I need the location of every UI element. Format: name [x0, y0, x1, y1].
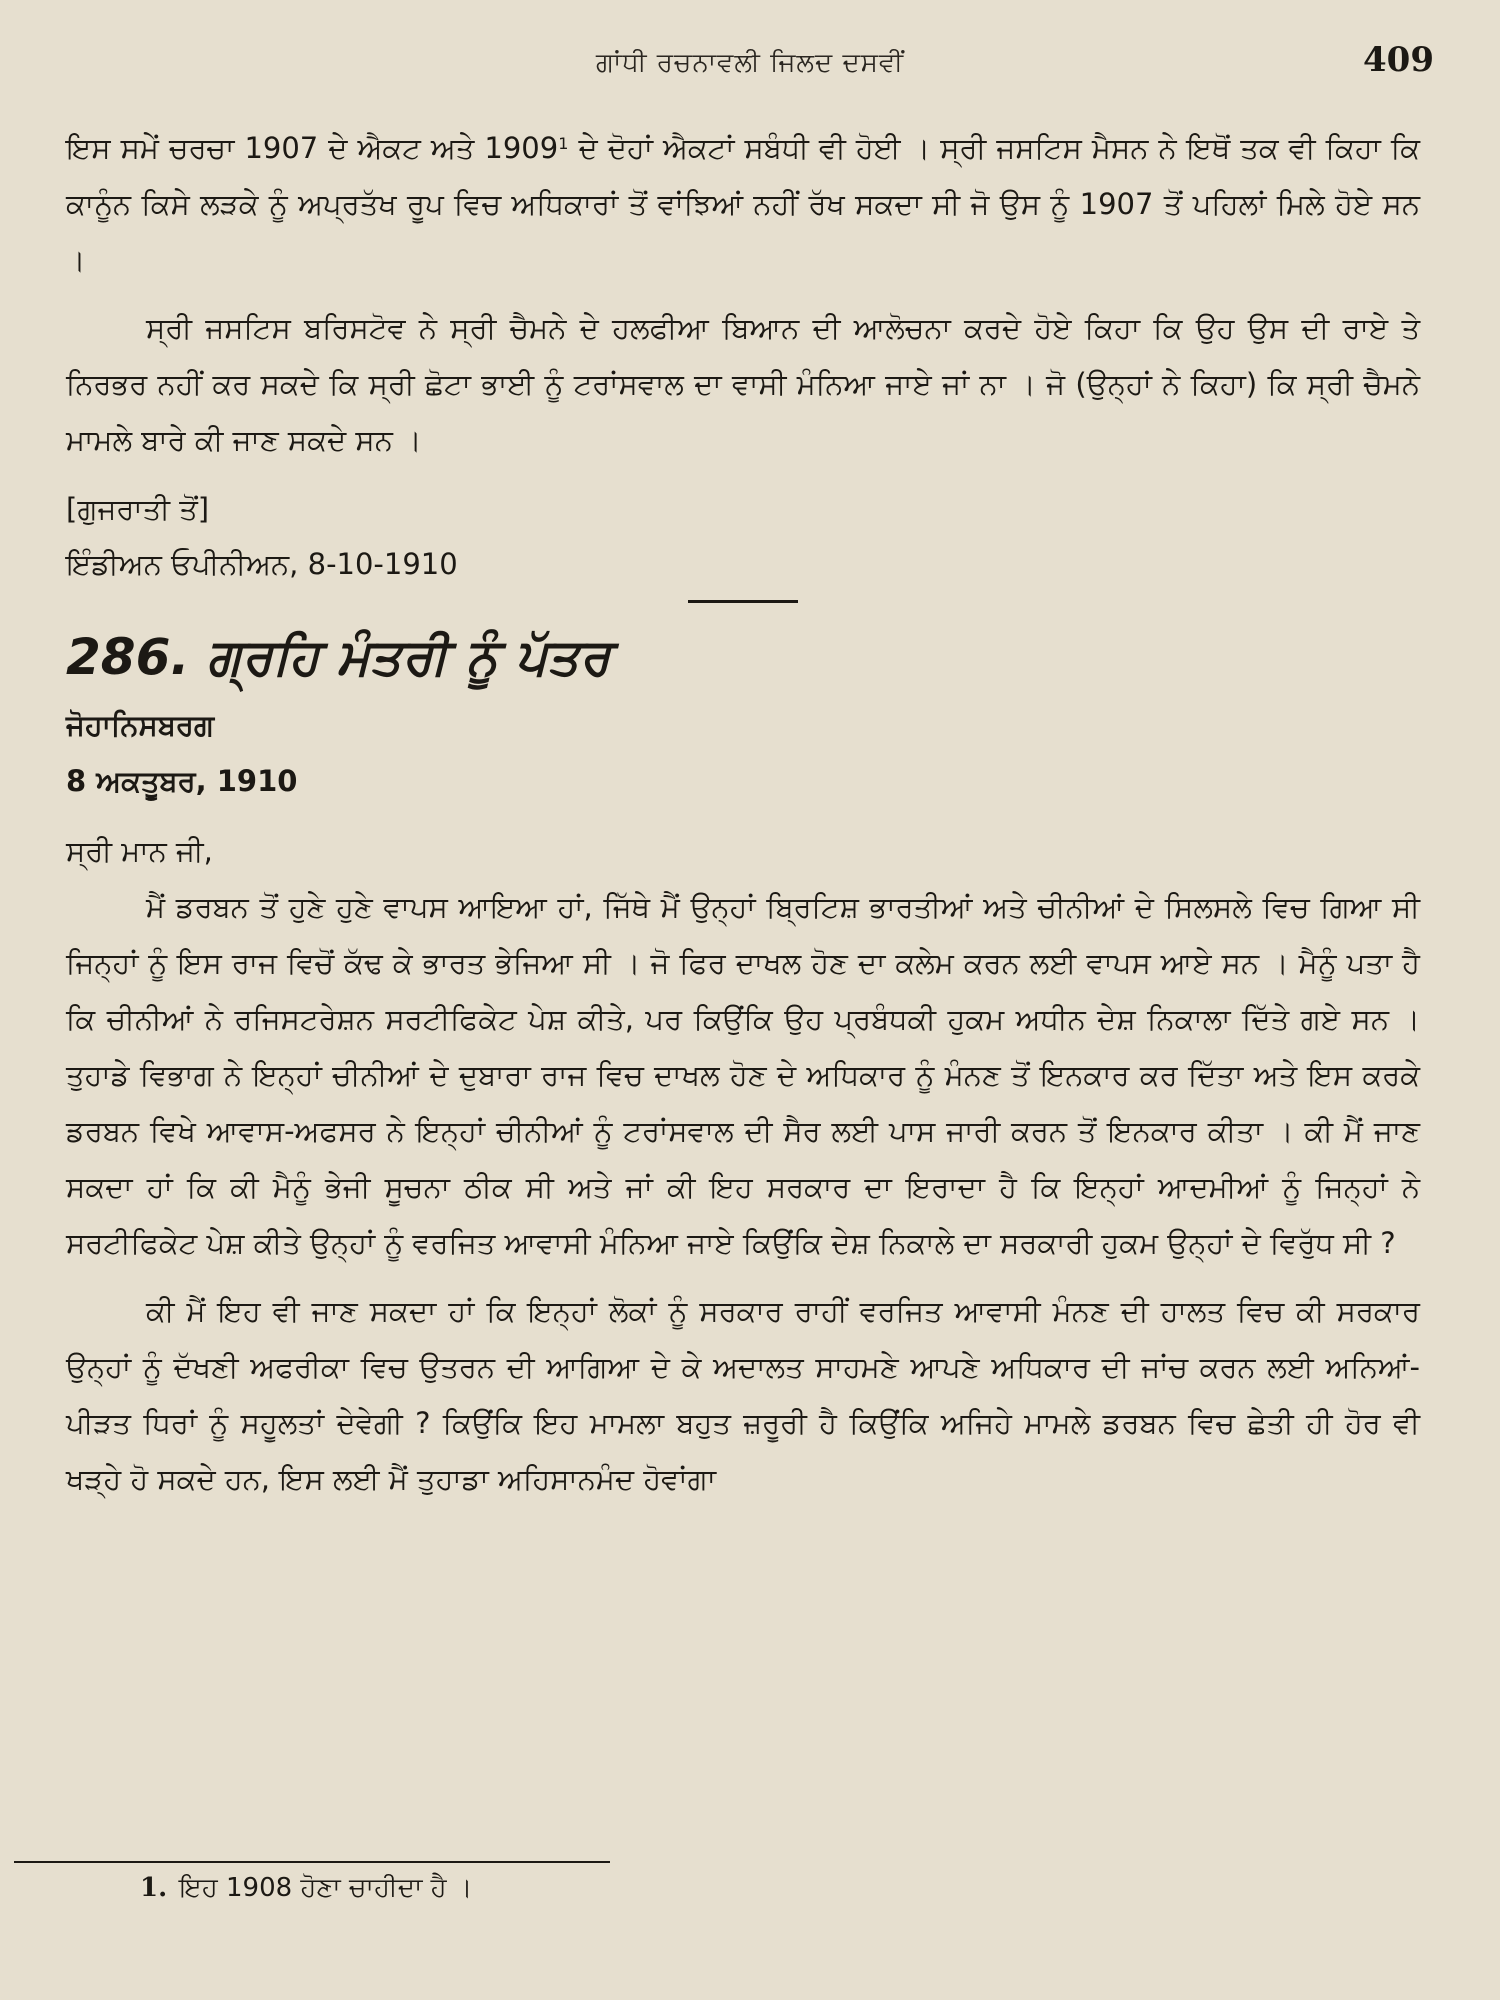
main-text: [66, 120, 1420, 1507]
letter-place: ਜੋਹਾਨਿਸਬਰਗ: [66, 708, 215, 742]
paragraph-text: ਇਸ ਸਮੇਂ ਚਰਚਾ 1907 ਦੇ ਐਕਟ ਅਤੇ 1909: [66, 131, 559, 165]
source-language: [ਗੁਜਰਾਤੀ ਤੋਂ]: [66, 492, 210, 526]
letter-paragraph-1: ਮੈਂ ਡਰਬਨ ਤੋਂ ਹੁਣੇ ਹੁਣੇ ਵਾਪਸ ਆਇਆ ਹਾਂ, ਜਿੱਥੇ ਮੈਂ ਉਨ੍ਹਾਂ ਬ੍ਰਿਟਿਸ਼ ਭਾਰਤੀਆਂ ਅਤੇ ਚੀਨੀਆਂ ਦੇ ਸਿਲਸਲੇ ਵਿਚ ਗਿਆ ਸੀ ਜਿਨ੍ਹਾਂ ਨੂੰ ਇਸ ਰਾਜ ਵਿਚੋਂ ਕੱਢ ਕੇ ਭਾਰਤ ਭੇਜਿਆ ਸੀ । ਜੋ ਫਿਰ ਦਾਖਲ ਹੋਣ ਦਾ ਕਲੇਮ ਕਰਨ ਲਈ ਵਾਪਸ ਆਏ ਸਨ । ਮੈਨੂੰ ਪਤਾ ਹੈ ਕਿ ਚੀਨੀਆਂ ਨੇ ਰਜਿਸਟਰੇਸ਼ਨ ਸਰਟੀਫਿਕੇਟ ਪੇਸ਼ ਕੀਤੇ, ਪਰ ਕਿਉਂਕਿ ਉਹ ਪ੍ਰਬੰਧਕੀ ਹੁਕਮ ਅਧੀਨ ਦੇਸ਼ ਨਿਕਾਲਾ ਦਿੱਤੇ ਗਏ ਸਨ । ਤੁਹਾਡੇ ਵਿਭਾਗ ਨੇ ਇਨ੍ਹਾਂ ਚੀਨੀਆਂ ਦੇ ਦੁਬਾਰਾ ਰਾਜ ਵਿਚ ਦਾਖਲ ਹੋਣ ਦੇ ਅਧਿਕਾਰ ਨੂੰ ਮੰਨਣ ਤੋਂ ਇਨਕਾਰ ਕਰ ਦਿੱਤਾ ਅਤੇ ਇਸ ਕਰਕੇ ਡਰਬਨ ਵਿਖੇ ਆਵਾਸ-ਅਫਸਰ ਨੇ ਇਨ੍ਹਾਂ ਚੀਨੀਆਂ ਨੂੰ ਟਰਾਂਸਵਾਲ ਦੀ ਸੈਰ ਲਈ ਪਾਸ ਜਾਰੀ ਕਰਨ ਤੋਂ ਇਨਕਾਰ ਕੀਤਾ । ਕੀ ਮੈਂ ਜਾਣ ਸਕਦਾ ਹਾਂ ਕਿ ਕੀ ਮੈਨੂੰ ਭੇਜੀ ਸੂਚਨਾ ਠੀਕ ਸੀ ਅਤੇ ਜਾਂ ਕੀ ਇਹ ਸਰਕਾਰ ਦਾ ਇਰਾਦਾ ਹੈ ਕਿ ਇਨ੍ਹਾਂ ਆਦਮੀਆਂ ਨੂੰ ਜਿਨ੍ਹਾਂ ਨੇ ਸਰਟੀਫਿਕੇਟ ਪੇਸ਼ ਕੀਤੇ ਉਨ੍ਹਾਂ ਨੂੰ ਵਰਜਿਤ ਆਵਾਸੀ ਮੰਨਿਆ ਜਾਏ ਕਿਉਂਕਿ ਦੇਸ਼ ਨਿਕਾਲੇ ਦਾ ਸਰਕਾਰੀ ਹੁਕਮ ਉਨ੍ਹਾਂ ਦੇ ਵਿਰੁੱਧ ਸੀ ?: [66, 890, 1420, 1260]
letter-heading: 286. ਗ੍ਰਹਿ ਮੰਤਰੀ ਨੂੰ ਪੱਤਰ: [66, 628, 611, 686]
letter-salutation: ਸ੍ਰੀ ਮਾਨ ਜੀ,: [66, 834, 213, 868]
footnote-marker: 1: [558, 134, 569, 153]
paragraph-text: ਦੇ ਦੋਹਾਂ ਐਕਟਾਂ ਸਬੰਧੀ ਵੀ ਹੋਈ । ਸ੍ਰੀ ਜਸਟਿਸ ਮੈਸਨ ਨੇ ਇਥੋਂ ਤਕ ਵੀ ਕਿਹਾ ਕਿ ਕਾਨੂੰਨ ਕਿਸੇ ਲੜਕੇ ਨੂੰ ਅਪ੍ਰਤੱਖ ਰੂਪ ਵਿਚ ਅਧਿਕਾਰਾਂ ਤੋਂ ਵਾਂਝਿਆਂ ਨਹੀਂ ਰੱਖ ਸਕਦਾ ਸੀ ਜੋ ਉਸ ਨੂੰ 1907 ਤੋਂ ਪਹਿਲਾਂ ਮਿਲੇ ਹੋਏ ਸਨ ।: [66, 131, 1420, 277]
section-divider: [688, 600, 798, 603]
letter-date: 8 ਅਕਤੂਬਰ, 1910: [66, 764, 298, 798]
page-number: 409: [1363, 40, 1434, 80]
running-title: ਗਾਂਧੀ ਰਚਨਾਵਲੀ ਜਿਲਦ ਦਸਵੀਂ: [595, 48, 905, 78]
paragraph-acts-discussion: [66, 120, 1420, 288]
source-publication: ਇੰਡੀਅਨ ਓਪੀਨੀਅਨ, 8-10-1910: [66, 547, 458, 581]
footnote-rule: [14, 1861, 610, 1863]
footnote: [140, 1868, 472, 1908]
paragraph-justice-bristowe: ਸ੍ਰੀ ਜਸਟਿਸ ਬਰਿਸਟੋਵ ਨੇ ਸ੍ਰੀ ਚੈਮਨੇ ਦੇ ਹਲਫੀਆ ਬਿਆਨ ਦੀ ਆਲੋਚਨਾ ਕਰਦੇ ਹੋਏ ਕਿਹਾ ਕਿ ਉਹ ਉਸ ਦੀ ਰਾਏ ਤੇ ਨਿਰਭਰ ਨਹੀਂ ਕਰ ਸਕਦੇ ਕਿ ਸ੍ਰੀ ਛੋਟਾ ਭਾਈ ਨੂੰ ਟਰਾਂਸਵਾਲ ਦਾ ਵਾਸੀ ਮੰਨਿਆ ਜਾਏ ਜਾਂ ਨਾ । ਜੋ (ਉਨ੍ਹਾਂ ਨੇ ਕਿਹਾ) ਕਿ ਸ੍ਰੀ ਚੈਮਨੇ ਮਾਮਲੇ ਬਾਰੇ ਕੀ ਜਾਣ ਸਕਦੇ ਸਨ ।: [66, 311, 1420, 457]
letter-paragraph-2: ਕੀ ਮੈਂ ਇਹ ਵੀ ਜਾਣ ਸਕਦਾ ਹਾਂ ਕਿ ਇਨ੍ਹਾਂ ਲੋਕਾਂ ਨੂੰ ਸਰਕਾਰ ਰਾਹੀਂ ਵਰਜਿਤ ਆਵਾਸੀ ਮੰਨਣ ਦੀ ਹਾਲਤ ਵਿਚ ਕੀ ਸਰਕਾਰ ਉਨ੍ਹਾਂ ਨੂੰ ਦੱਖਣੀ ਅਫਰੀਕਾ ਵਿਚ ਉਤਰਨ ਦੀ ਆਗਿਆ ਦੇ ਕੇ ਅਦਾਲਤ ਸਾਹਮਣੇ ਆਪਣੇ ਅਧਿਕਾਰ ਦੀ ਜਾਂਚ ਕਰਨ ਲਈ ਅਨਿਆਂ-ਪੀੜਤ ਧਿਰਾਂ ਨੂੰ ਸਹੂਲਤਾਂ ਦੇਵੇਗੀ ? ਕਿਉਂਕਿ ਇਹ ਮਾਮਲਾ ਬਹੁਤ ਜ਼ਰੂਰੀ ਹੈ ਕਿਉਂਕਿ ਅਜਿਹੇ ਮਾਮਲੇ ਡਰਬਨ ਵਿਚ ਛੇਤੀ ਹੀ ਹੋਰ ਵੀ ਖੜ੍ਹੇ ਹੋ ਸਕਦੇ ਹਨ, ਇਸ ਲਈ ਮੈਂ ਤੁਹਾਡਾ ਅਹਿਸਾਨਮੰਦ ਹੋਵਾਂਗਾ: [66, 1294, 1420, 1496]
footnote-number: 1.: [140, 1873, 168, 1903]
footnote-text: ਇਹ 1908 ਹੋਣਾ ਚਾਹੀਦਾ ਹੈ ।: [179, 1873, 473, 1903]
